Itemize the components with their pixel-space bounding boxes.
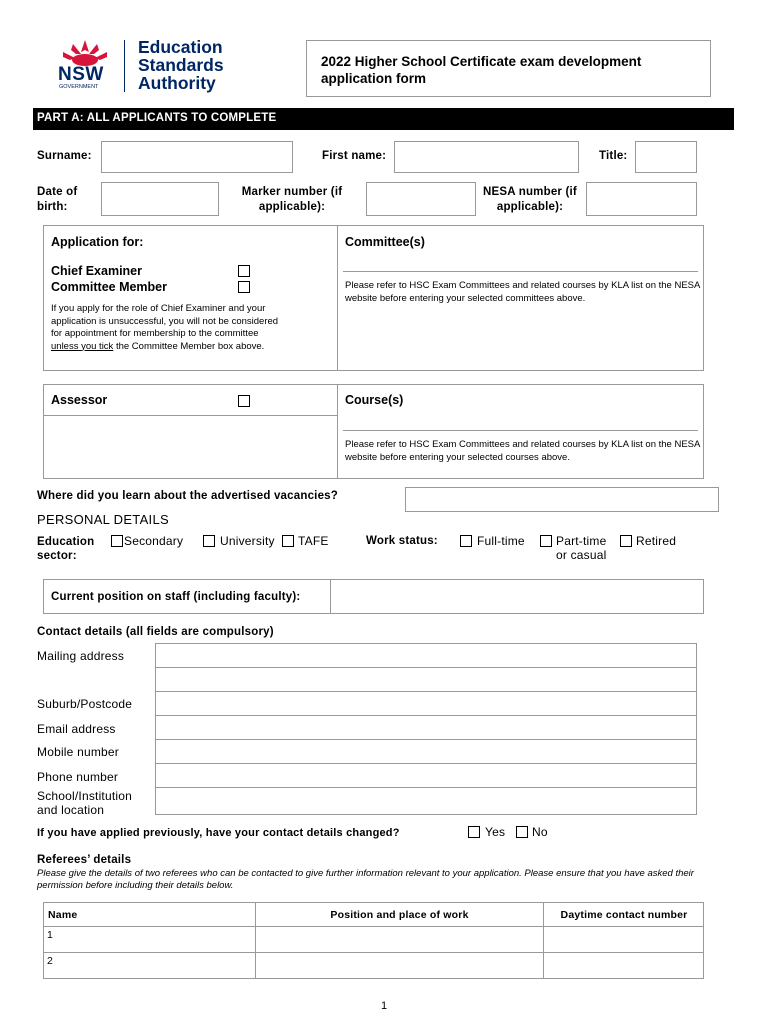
committee-member-checkbox[interactable] xyxy=(238,281,250,293)
form-title-box xyxy=(306,40,711,97)
mobile-label: Mobile number xyxy=(37,745,119,759)
no-label: No xyxy=(532,825,548,839)
phone-field[interactable] xyxy=(155,763,697,788)
phone-label: Phone number xyxy=(37,770,119,784)
col-header-contact: Daytime contact number xyxy=(560,909,688,921)
authority-name: Education Standards Authority xyxy=(138,37,224,93)
contact-changed-question: If you have applied previously, have your contact details changed? xyxy=(37,827,400,839)
assessor-divider xyxy=(337,384,338,479)
committees-note: Please refer to HSC Exam Committees and related courses by KLA list on the NESA website before entering your selected committees above. xyxy=(345,280,700,304)
yes-checkbox[interactable] xyxy=(468,826,480,838)
part-time-checkbox[interactable] xyxy=(540,535,552,547)
email-field[interactable] xyxy=(155,715,697,740)
form-title: 2022 Higher School Certificate exam development application form xyxy=(321,54,642,86)
referee-2-position-field[interactable] xyxy=(256,953,542,978)
referee-2-contact-field[interactable] xyxy=(544,953,703,978)
secondary-label: Secondary xyxy=(124,534,184,548)
mailing-address-label: Mailing address xyxy=(37,649,125,663)
first-name-label: First name: xyxy=(322,150,387,162)
work-status-label: Work status: xyxy=(366,535,438,547)
vacancies-field[interactable] xyxy=(405,487,719,512)
referee-1-number: 1 xyxy=(47,929,54,941)
nesa-number-field[interactable] xyxy=(586,182,697,216)
mailing-address-field-1[interactable] xyxy=(155,643,697,668)
chief-examiner-label: Chief Examiner xyxy=(51,264,143,278)
marker-number-label: Marker number (if applicable): xyxy=(241,186,343,213)
courses-underline xyxy=(343,430,698,431)
first-name-field[interactable] xyxy=(394,141,579,173)
current-position-field[interactable] xyxy=(331,580,703,613)
committees-heading: Committee(s) xyxy=(345,235,425,249)
referees-instructions: Please give the details of two referees who can be contacted to give further information relevant to your application. Please ensure that you have asked their permission before including their details below. xyxy=(37,868,694,891)
referees-heading: Referees’ details xyxy=(37,854,132,866)
title-label: Title: xyxy=(599,150,628,162)
school-label: School/Institution and location xyxy=(37,789,132,817)
part-a-banner: PART A: ALL APPLICANTS TO COMPLETE xyxy=(33,108,734,130)
courses-input[interactable] xyxy=(343,411,698,430)
full-time-label: Full-time xyxy=(477,534,525,548)
assessor-underline xyxy=(44,415,337,416)
nsw-logo-text: NSW xyxy=(58,64,104,85)
current-position-label: Current position on staff (including faculty): xyxy=(51,591,301,603)
title-field[interactable] xyxy=(635,141,697,173)
referee-2-number: 2 xyxy=(47,955,54,967)
nesa-number-label: NESA number (if applicable): xyxy=(483,186,577,213)
marker-number-field[interactable] xyxy=(366,182,476,216)
chief-examiner-note: If you apply for the role of Chief Examiner and your application is unsuccessful, you will not be considered for appointment for membership to the committee unless you tick the Committee Member box above. xyxy=(51,303,279,352)
dob-label: Date of birth: xyxy=(37,186,78,213)
dob-field[interactable] xyxy=(101,182,219,216)
mobile-field[interactable] xyxy=(155,739,697,764)
suburb-postcode-label: Suburb/Postcode xyxy=(37,697,133,711)
logo-divider xyxy=(124,40,125,92)
courses-note: Please refer to HSC Exam Committees and related courses by KLA list on the NESA website before entering your selected courses above. xyxy=(345,439,700,463)
contact-heading: Contact details (all fields are compulsory) xyxy=(37,626,274,638)
col-header-name: Name xyxy=(48,909,78,921)
referee-1-name-field[interactable] xyxy=(58,927,254,951)
surname-label: Surname: xyxy=(37,150,92,162)
yes-label: Yes xyxy=(485,825,506,839)
chief-examiner-checkbox[interactable] xyxy=(238,265,250,277)
referee-1-position-field[interactable] xyxy=(256,927,542,951)
university-checkbox[interactable] xyxy=(203,535,215,547)
full-time-checkbox[interactable] xyxy=(460,535,472,547)
nsw-government-text: GOVERNMENT xyxy=(59,84,99,90)
vacancies-question: Where did you learn about the advertised vacancies? xyxy=(37,490,338,502)
university-label: University xyxy=(220,534,275,548)
courses-heading: Course(s) xyxy=(345,393,404,407)
no-checkbox[interactable] xyxy=(516,826,528,838)
referee-1-contact-field[interactable] xyxy=(544,927,703,951)
assessor-label: Assessor xyxy=(51,393,108,407)
assessor-checkbox[interactable] xyxy=(238,395,250,407)
tafe-label: TAFE xyxy=(298,534,329,548)
email-label: Email address xyxy=(37,722,116,736)
referee-2-name-field[interactable] xyxy=(58,953,254,978)
education-sector-label: Education sector: xyxy=(37,536,95,562)
col-header-position: Position and place of work xyxy=(330,909,469,921)
application-heading: Application for: xyxy=(51,235,144,249)
part-time-label: Part-time or casual xyxy=(556,534,607,562)
committees-input[interactable] xyxy=(343,252,698,271)
tafe-checkbox[interactable] xyxy=(282,535,294,547)
page-number: 1 xyxy=(381,1000,388,1012)
school-field[interactable] xyxy=(155,787,697,815)
surname-field[interactable] xyxy=(101,141,293,173)
personal-details-heading: PERSONAL DETAILS xyxy=(37,512,169,527)
committee-member-label: Committee Member xyxy=(51,280,167,294)
retired-label: Retired xyxy=(636,534,677,548)
secondary-checkbox[interactable] xyxy=(111,535,123,547)
application-divider xyxy=(337,225,338,371)
suburb-postcode-field[interactable] xyxy=(155,691,697,716)
retired-checkbox[interactable] xyxy=(620,535,632,547)
committees-underline xyxy=(343,271,698,272)
mailing-address-field-2[interactable] xyxy=(155,667,697,692)
